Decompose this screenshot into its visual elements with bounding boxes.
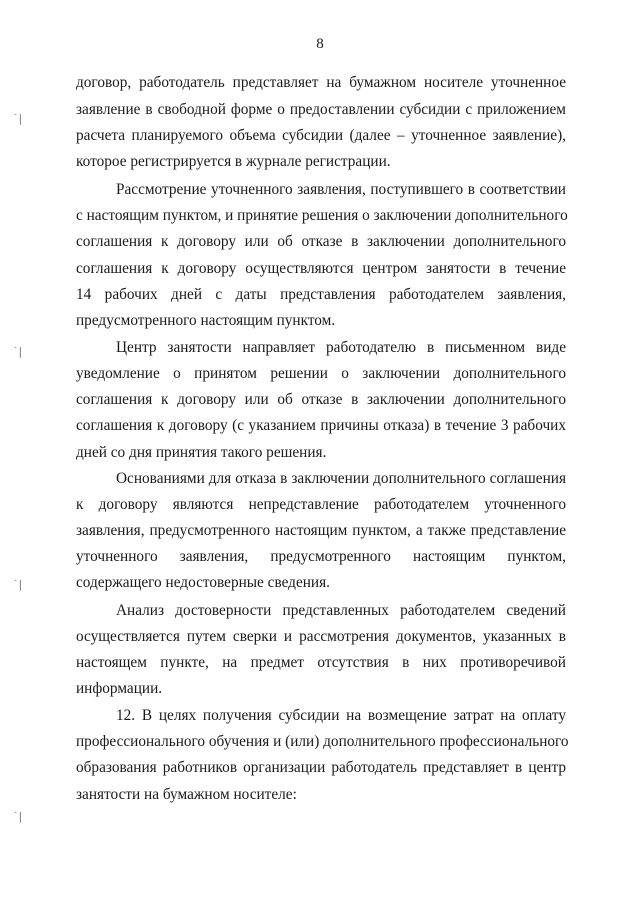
text-line: 12. В целях получения субсидии на возмещение затрат на оплату — [116, 707, 566, 724]
text-line: Центр занятости направляет работодателю в письменном виде — [116, 339, 566, 356]
page-number: 8 — [316, 36, 324, 52]
text-line: Рассмотрение уточненного заявления, поступившего в соответствии — [116, 181, 566, 198]
text-line: занятости на бумажном носителе: — [76, 786, 297, 803]
text-line: предусмотренного настоящим пунктом. — [76, 312, 336, 329]
text-line: информации. — [76, 680, 163, 697]
margin-mark: ˙| — [13, 578, 23, 591]
text-line: 14 рабочих дней с даты представления работодателем заявления, — [76, 286, 566, 303]
text-line: которое регистрируется в журнале регистрации. — [76, 153, 391, 170]
text-line: к договору являются непредставление работодателем уточненного — [76, 496, 566, 513]
text-line: Основаниями для отказа в заключении дополнительного соглашения — [116, 470, 566, 487]
margin-mark: ˙| — [13, 112, 23, 125]
text-line: уточненного заявления, предусмотренного настоящим пунктом, — [76, 548, 566, 565]
text-line: профессионального обучения и (или) дополнительного профессионального — [76, 733, 569, 750]
text-line: образования работников организации работодатель представляет в центр — [76, 759, 566, 776]
text-line: дней со дня принятия такого решения. — [76, 444, 327, 461]
text-line: соглашения к договору (с указанием причины отказа) в течение 3 рабочих — [76, 417, 566, 434]
text-line: соглашения к договору или об отказе в заключении дополнительного — [76, 233, 566, 250]
text-line: соглашения к договору осуществляются центром занятости в течение — [76, 260, 566, 277]
text-line: содержащего недостоверные сведения. — [76, 574, 330, 591]
text-line: заявление в свободной форме о предоставлении субсидии с приложением — [76, 101, 566, 118]
text-line: настоящем пункте, на предмет отсутствия в них противоречивой — [76, 654, 566, 671]
text-line: Анализ достоверности представленных работодателем сведений — [116, 602, 566, 619]
text-line: соглашения к договору или об отказе в заключении дополнительного — [76, 391, 566, 408]
margin-mark: ˙| — [13, 810, 23, 823]
text-line: расчета планируемого объема субсидии (далее – уточненное заявление), — [76, 127, 566, 144]
margin-mark: ˙| — [13, 345, 23, 358]
text-line: с настоящим пунктом, и принятие решения о заключении дополнительного — [76, 207, 568, 224]
text-line: заявления, предусмотренного настоящим пунктом, а также представление — [76, 522, 566, 539]
text-line: уведомление о принятом решении о заключении дополнительного — [76, 365, 566, 382]
text-line: осуществляется путем сверки и рассмотрения документов, указанных в — [76, 628, 566, 645]
text-line: договор, работодатель представляет на бумажном носителе уточненное — [76, 74, 566, 91]
